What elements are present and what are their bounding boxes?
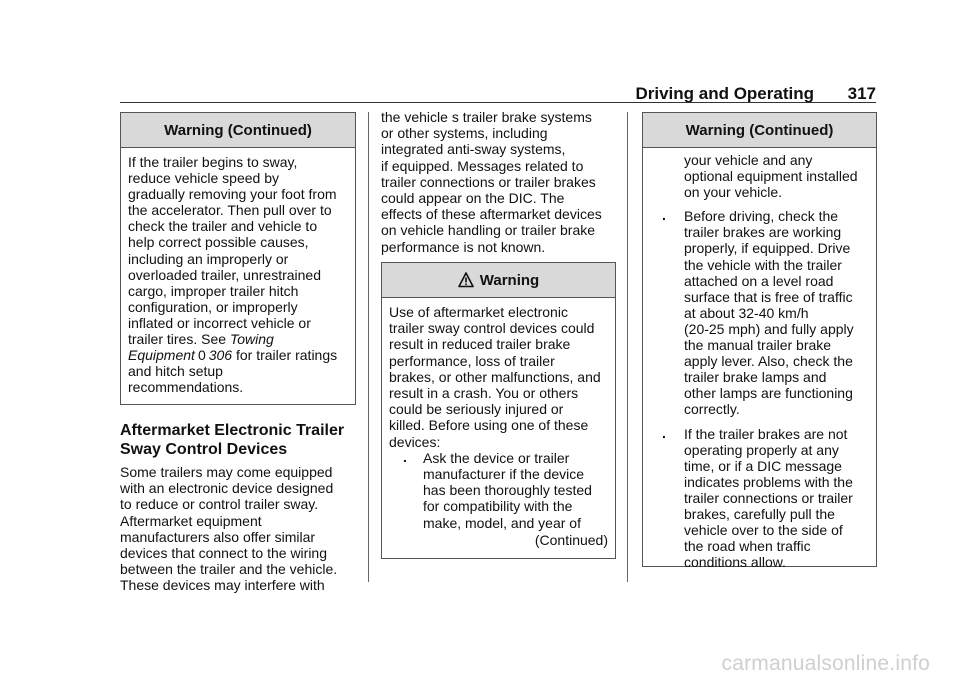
body-line: help correct possible causes, — [128, 234, 309, 251]
body-line: brakes, or other malfunctions, and — [389, 368, 601, 385]
body-line: gradually removing your foot from — [128, 186, 337, 203]
body-line: for compatibility with the — [423, 498, 573, 515]
body-line: could be seriously injured or — [389, 401, 564, 418]
body-line: and hitch setup — [128, 363, 223, 380]
bullet-mark: . — [662, 424, 666, 441]
warning-box-body — [643, 148, 876, 578]
body-line: trailer tires. See Towing — [128, 331, 274, 348]
body-line: on your vehicle. — [684, 184, 783, 201]
body-line: reduce vehicle speed by — [128, 170, 279, 187]
body-line: on vehicle handling or trailer brake — [381, 222, 596, 239]
body-line: surface that is free of traffic — [684, 288, 853, 305]
body-line: manufacturer if the device — [423, 466, 585, 483]
body-line: with an electronic device designed — [120, 480, 334, 497]
body-line: If the trailer begins to sway, — [128, 154, 298, 170]
body-line: if equipped. Messages related to — [381, 157, 584, 174]
body-line: the vehicle with the trailer — [684, 256, 842, 273]
bullet-mark: . — [662, 207, 666, 224]
body-line: the road when traffic — [684, 538, 811, 555]
body-line: properly, if equipped. Drive — [684, 240, 851, 257]
body-line: Ask the device or trailer — [423, 449, 570, 466]
continued-label: (Continued) — [534, 531, 608, 548]
watermark: carmanualsonline.info — [721, 652, 930, 675]
column-divider-left — [368, 112, 369, 582]
body-line: indicates problems with the — [684, 473, 853, 490]
body-line: operating properly at any — [684, 441, 839, 458]
body-line: configuration, or improperly — [128, 298, 298, 315]
body-line: devices: — [389, 433, 441, 450]
section-heading: Aftermarket Electronic Trailer Sway Control Devices — [120, 422, 345, 458]
body-line: These devices may interfere with — [120, 577, 325, 594]
body-line: Equipment 0 306 for trailer ratings — [128, 347, 338, 364]
body-line: other lamps are functioning — [684, 385, 853, 402]
body-line: Use of aftermarket electronic — [389, 304, 568, 320]
towing-equipment-link[interactable]: Towing — [229, 331, 274, 348]
warning-box-title: Warning (Continued) — [643, 113, 876, 148]
body-line: recommendations. — [128, 379, 244, 396]
body-line: conditions allow. — [684, 554, 786, 571]
col2-body — [381, 109, 617, 255]
warning-bullet — [662, 424, 869, 571]
body-line: effects of these aftermarket devices — [381, 206, 602, 223]
body-line: the vehicle s trailer brake systems — [381, 109, 592, 125]
body-line: the accelerator. Then pull over to — [128, 202, 332, 219]
body-line: trailer connections or trailer brakes — [381, 173, 596, 190]
body-line: including an improperly or — [128, 250, 289, 267]
body-line: at about 32-40 km/h — [684, 304, 809, 321]
body-line: apply lever. Also, check the — [684, 353, 853, 370]
section-title: Driving and Operating — [635, 84, 814, 103]
body-line: trailer brakes are working — [684, 224, 842, 241]
body-line: performance is not known. — [381, 238, 546, 255]
column-divider-right — [627, 112, 628, 582]
body-line: attached on a level road — [684, 272, 834, 289]
body-line: integrated anti-sway systems, — [381, 141, 566, 158]
body-line: manufacturers also offer similar — [120, 528, 316, 545]
body-line: (20-25 mph) and fully apply — [684, 320, 854, 337]
body-line: make, model, and year of — [423, 514, 581, 531]
body-line: check the trailer and vehicle to — [128, 218, 318, 235]
body-line: to reduce or control trailer sway. — [120, 496, 319, 513]
page-ref-number[interactable]: 306 — [208, 347, 233, 364]
body-line: performance, loss of trailer — [389, 352, 555, 369]
body-line: result in reduced trailer brake — [389, 336, 571, 353]
body-line: result in a crash. You or others — [389, 385, 579, 402]
page-ref-arrow: 0 — [197, 347, 206, 364]
body-line: brakes, carefully pull the — [684, 505, 835, 522]
body-line: could appear on the DIC. The — [381, 190, 565, 207]
warning-continued-box-col1 — [120, 112, 356, 405]
body-line: devices that connect to the wiring — [120, 545, 328, 562]
warning-bullet — [662, 207, 869, 418]
body-line: Aftermarket equipment — [120, 512, 262, 529]
body-line: inflated or incorrect vehicle or — [128, 314, 311, 331]
warning-triangle-icon — [458, 272, 474, 288]
warning-box-title: Warning (Continued) — [121, 113, 355, 148]
body-line: If the trailer brakes are not — [684, 425, 848, 442]
body-line: time, or if a DIC message — [684, 457, 842, 474]
section-body — [120, 464, 360, 594]
body-line: vehicle over to the side of — [684, 522, 843, 539]
page-number: 317 — [847, 84, 876, 103]
body-line: cargo, improper trailer hitch — [128, 282, 299, 299]
warning-continued-box-col3 — [642, 112, 877, 571]
warning-box-body — [121, 148, 355, 403]
body-line: the manual trailer brake — [684, 337, 832, 354]
body-line: your vehicle and any — [684, 152, 813, 168]
body-line: overloaded trailer, unrestrained — [128, 266, 322, 283]
warning-box-body — [382, 298, 615, 556]
body-line: between the trailer and the vehicle. — [120, 561, 338, 578]
warning-bullet — [389, 450, 608, 531]
warning-box-title: Warning — [382, 263, 615, 298]
body-line: trailer connections or trailer — [684, 489, 853, 506]
body-line: Some trailers may come equipped — [120, 464, 333, 480]
body-line: correctly. — [684, 401, 740, 418]
body-line: killed. Before using one of these — [389, 417, 589, 434]
body-line: Before driving, check the — [684, 208, 839, 225]
body-line: or other systems, including — [381, 125, 548, 142]
warning-box-col2 — [381, 262, 616, 559]
body-line: trailer brake lamps and — [684, 369, 827, 386]
body-line: trailer sway control devices could — [389, 320, 595, 337]
bullet-mark: . — [403, 448, 407, 465]
body-line: has been thoroughly tested — [423, 482, 592, 499]
header-rule — [120, 102, 876, 103]
body-line: optional equipment installed — [684, 168, 858, 185]
towing-equipment-link[interactable]: Equipment — [128, 347, 195, 364]
